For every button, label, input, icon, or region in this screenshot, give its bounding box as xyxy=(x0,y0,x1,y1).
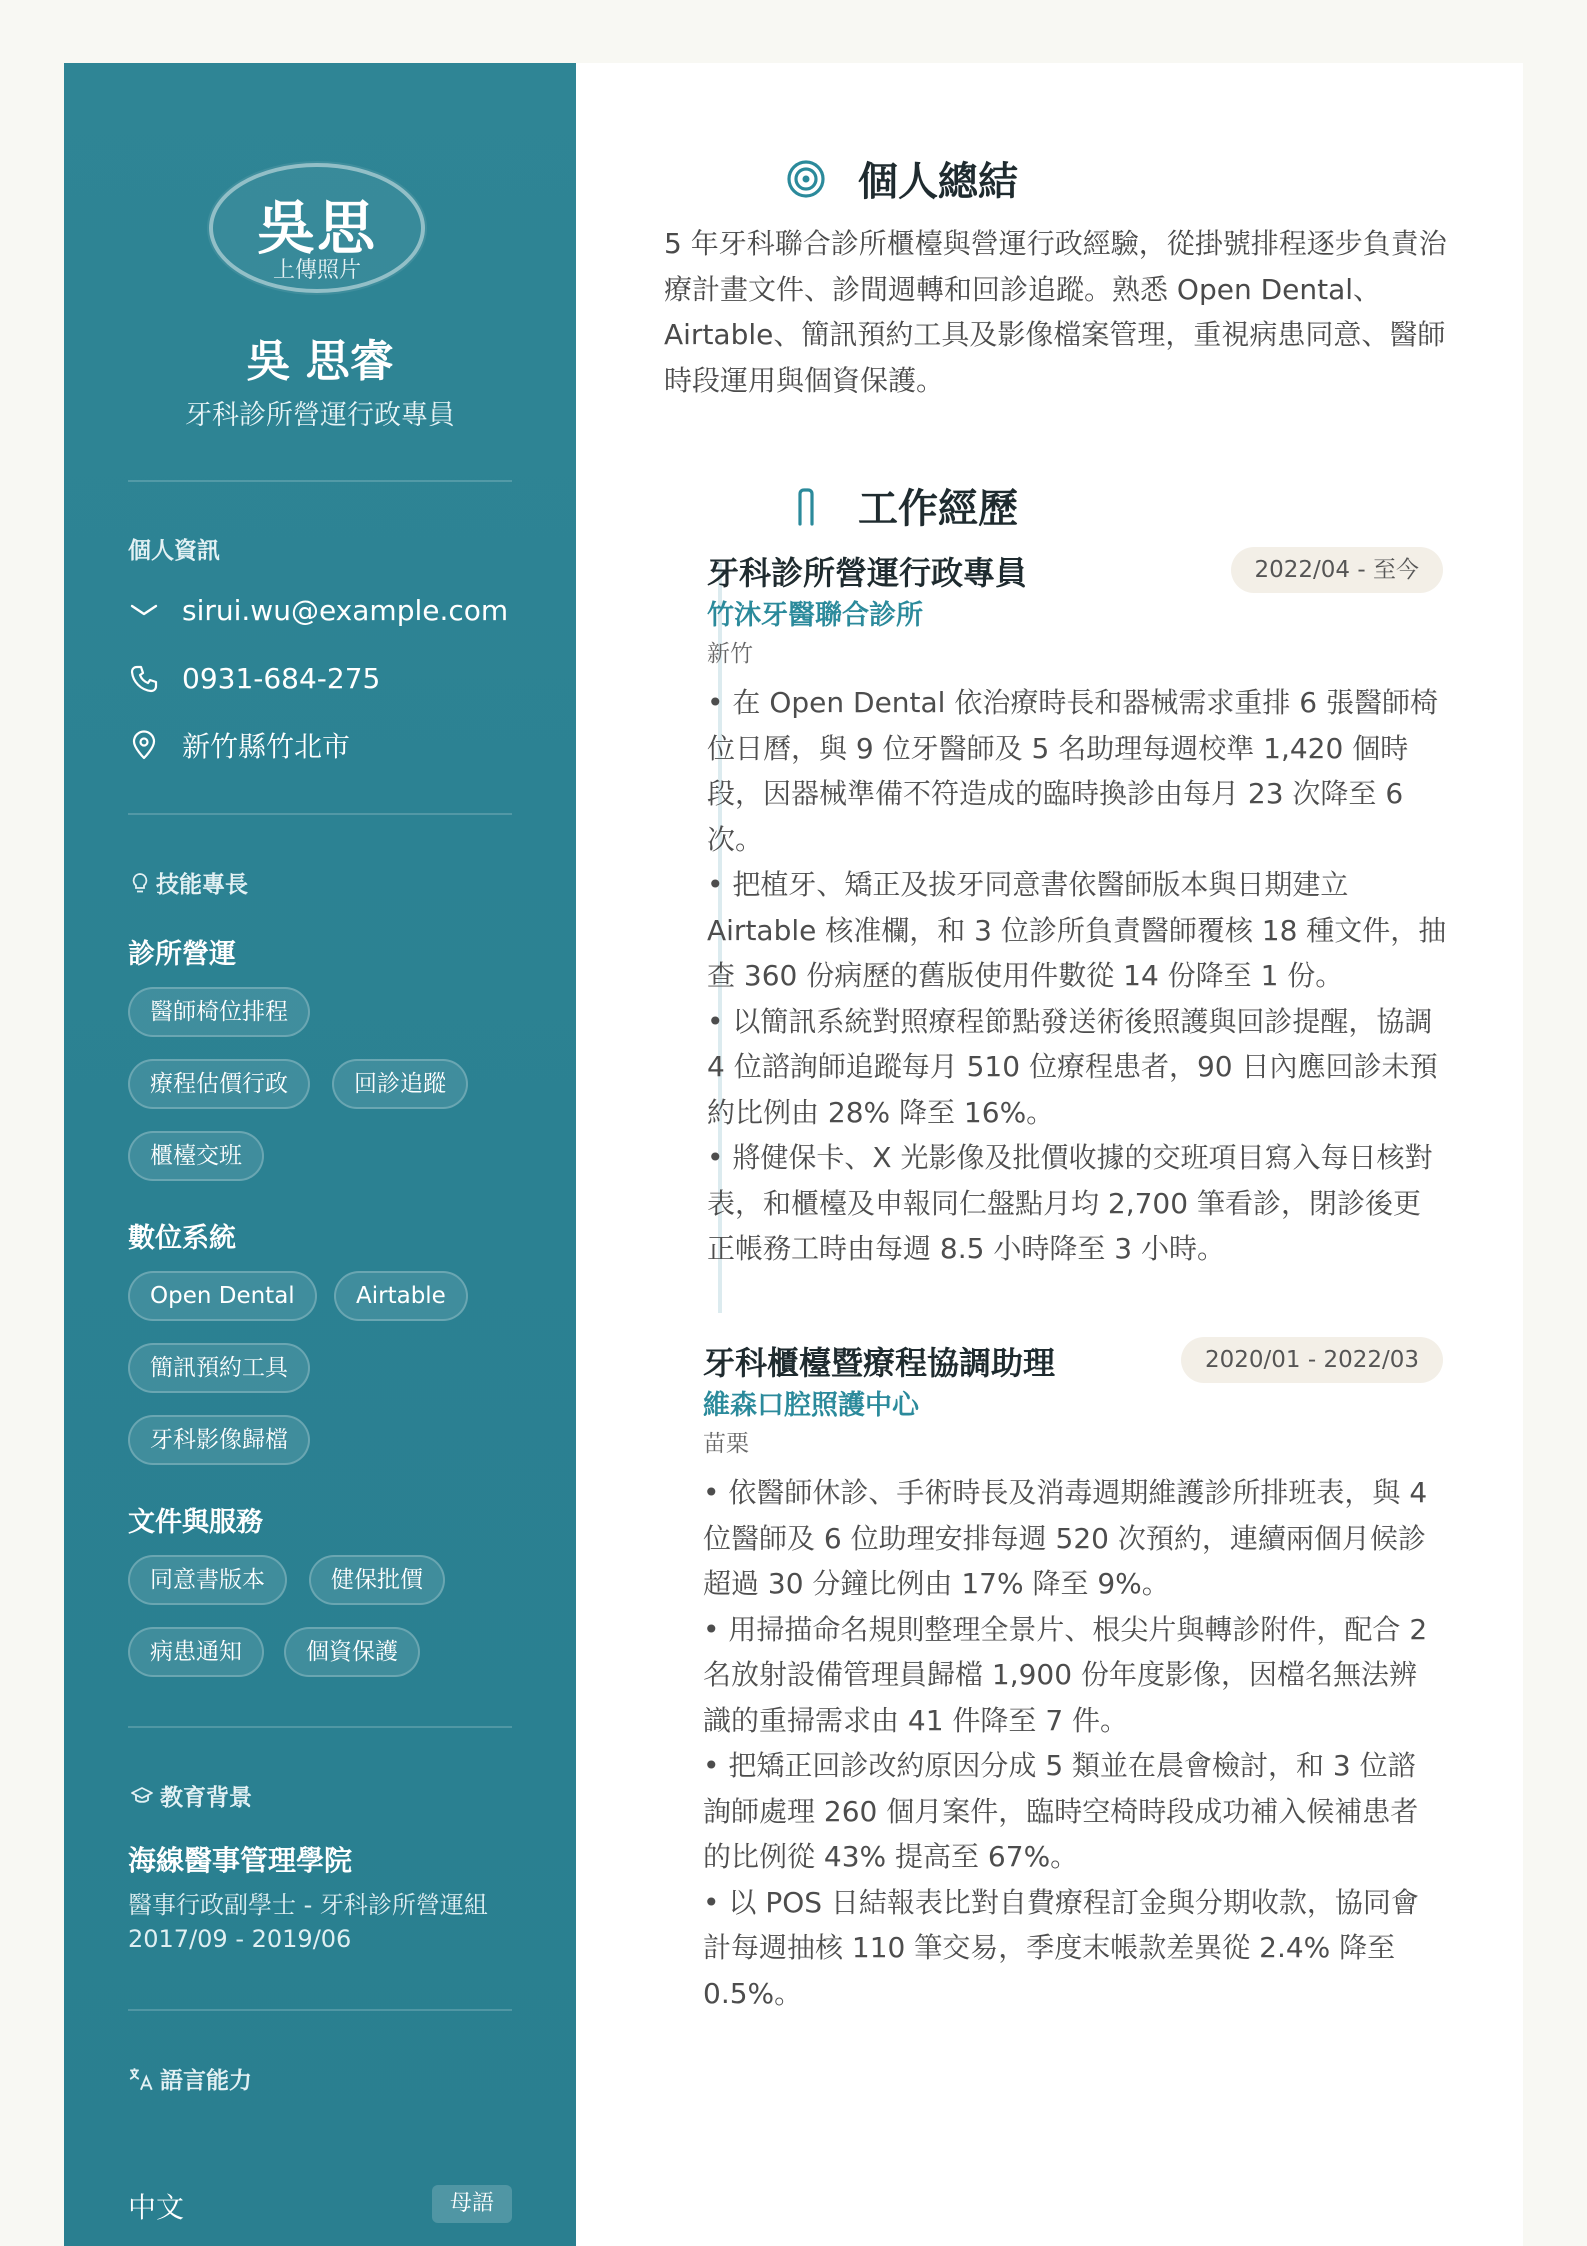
skill-category: 數位系統 xyxy=(128,1223,236,1254)
skill-tag: 簡訊預約工具 xyxy=(128,1343,310,1393)
divider xyxy=(128,813,512,815)
job-bullet: • 以 POS 日結報表比對自費療程訂金與分期收款，協同會計每週抽核 110 筆交易，季度末帳款差異從 2.4% 降至 0.5%。 xyxy=(703,1885,1419,2010)
lightbulb-icon xyxy=(128,871,152,895)
skills-heading-label: 技能專長 xyxy=(156,872,248,898)
resume-page xyxy=(64,63,1523,2246)
skill-category: 診所營運 xyxy=(128,939,236,970)
skill-tag: 牙科影像歸檔 xyxy=(128,1415,310,1465)
profile-title: 牙科診所營運行政專員 xyxy=(185,400,455,431)
contact-heading: 個人資訊 xyxy=(128,538,220,564)
summary-heading-label: 個人總結 xyxy=(858,159,1018,205)
divider xyxy=(128,2009,512,2011)
language-level-badge: 母語 xyxy=(432,2185,512,2223)
skill-category: 文件與服務 xyxy=(128,1507,263,1538)
location-text: 新竹縣竹北市 xyxy=(182,730,351,763)
skill-tag: 病患通知 xyxy=(128,1627,264,1677)
experience-heading-label: 工作經歷 xyxy=(858,486,1018,532)
job-company: 竹沐牙醫聯合診所 xyxy=(707,600,923,631)
job-bullet: • 依醫師休診、手術時長及消毒週期維護診所排班表，與 4 位醫師及 6 位助理安排每週 520 次預約，連續兩個月候診超過 30 分鐘比例由 17% 降至 9%。 xyxy=(703,1476,1428,1600)
languages-heading-label: 語言能力 xyxy=(160,2068,252,2094)
skill-tag: 療程估價行政 xyxy=(128,1059,310,1109)
mail-icon xyxy=(128,595,160,627)
education-school: 海線醫事管理學院 xyxy=(128,1844,353,1877)
job-location: 新竹 xyxy=(707,641,753,667)
job-bullets xyxy=(703,1470,1443,2016)
skill-tag: 同意書版本 xyxy=(128,1555,287,1605)
divider xyxy=(128,1726,512,1728)
experience-heading xyxy=(784,477,1018,534)
skill-tag: Open Dental xyxy=(128,1271,317,1321)
education-heading xyxy=(128,1779,252,1812)
job-bullet: • 將健保卡、X 光影像及批價收據的交班項目寫入每日核對表，和櫃檯及申報同仁盤點月均 2,700 筆看診，閉診後更正帳務工時由每週 8.5 小時降至 3 小時。 xyxy=(707,1141,1433,1265)
sidebar xyxy=(64,63,576,2246)
skill-tag: Airtable xyxy=(334,1271,468,1321)
main-content xyxy=(576,63,1523,2246)
job-location: 苗栗 xyxy=(703,1431,749,1457)
job-bullet: • 把矯正回診改約原因分成 5 類並在晨會檢討，和 3 位諮詢師處理 260 個月案件，臨時空椅時段成功補入候補患者的比例從 43% 提高至 67%。 xyxy=(703,1749,1419,1873)
skill-tag: 健保批價 xyxy=(309,1555,445,1605)
phone-text: 0931-684-275 xyxy=(182,662,381,695)
phone-icon xyxy=(128,663,160,695)
contact-phone[interactable] xyxy=(128,662,380,695)
job-date-badge: 2020/01 - 2022/03 xyxy=(1181,1337,1443,1383)
job-bullet: • 把植牙、矯正及拔牙同意書依醫師版本與日期建立 Airtable 核准欄，和 3 位診所負責醫師覆核 18 種文件，抽查 360 份病歷的舊版使用件數從 14 份降至 1 份。 xyxy=(707,868,1447,992)
location-pin-icon xyxy=(128,729,160,761)
skills-heading xyxy=(128,866,248,899)
languages-heading xyxy=(128,2062,252,2095)
profile-name: 吳 思睿 xyxy=(246,336,394,387)
job-bullet: • 在 Open Dental 依治療時長和器械需求重排 6 張醫師椅位日曆，與 9 位牙醫師及 5 名助理每週校準 1,420 個時段，因器械準備不符造成的臨時換診由每月 23 次降至 6 次。 xyxy=(707,686,1438,856)
target-icon xyxy=(784,157,828,201)
upload-photo-label[interactable]: 上傳照片 xyxy=(272,258,361,283)
job-title: 牙科診所營運行政專員 xyxy=(707,554,1028,592)
job-bullets xyxy=(707,680,1447,1272)
language-name: 中文 xyxy=(128,2191,185,2224)
skill-tag: 櫃檯交班 xyxy=(128,1131,264,1181)
education-degree: 醫事行政副學士 - 牙科診所營運組 xyxy=(128,1891,488,1919)
translate-icon xyxy=(128,2066,156,2092)
contact-email[interactable] xyxy=(128,594,508,627)
education-heading-label: 教育背景 xyxy=(160,1785,252,1811)
job-company: 維森口腔照護中心 xyxy=(703,1390,919,1421)
profile-photo-upload[interactable] xyxy=(209,163,425,293)
job-bullet: • 以簡訊系統對照療程節點發送術後照護與回診提醒，協調 4 位諮詢師追蹤每月 510 位療程患者，90 日內應回診未預約比例由 28% 降至 16%。 xyxy=(707,1004,1438,1129)
skill-tag: 回診追蹤 xyxy=(332,1059,468,1109)
contact-location xyxy=(128,725,350,765)
email-text: sirui.wu@example.com xyxy=(182,594,509,627)
divider xyxy=(128,480,512,482)
graduation-cap-icon xyxy=(128,1784,156,1808)
job-bullet: • 用掃描命名規則整理全景片、根尖片與轉診附件，配合 2 名放射設備管理員歸檔 1,900 份年度影像，因檔名無法辨識的重掃需求由 41 件降至 7 件。 xyxy=(703,1612,1428,1737)
profile-initials: 吳思 xyxy=(256,194,377,262)
job-title: 牙科櫃檯暨療程協調助理 xyxy=(703,1344,1056,1382)
summary-heading xyxy=(784,150,1018,207)
skill-tag: 個資保護 xyxy=(284,1627,420,1677)
job-date-badge: 2022/04 - 至今 xyxy=(1231,547,1443,593)
education-dates: 2017/09 - 2019/06 xyxy=(128,1925,352,1953)
skill-tag: 醫師椅位排程 xyxy=(128,987,310,1037)
briefcase-icon xyxy=(784,484,828,528)
summary-text: 5 年牙科聯合診所櫃檯與營運行政經驗，從掛號排程逐步負責治療計畫文件、診間週轉和回診追蹤。熟悉 Open Dental、Airtable、簡訊預約工具及影像檔案管理，重視病患同意、醫師時段運用與個資保護。 xyxy=(664,227,1447,397)
